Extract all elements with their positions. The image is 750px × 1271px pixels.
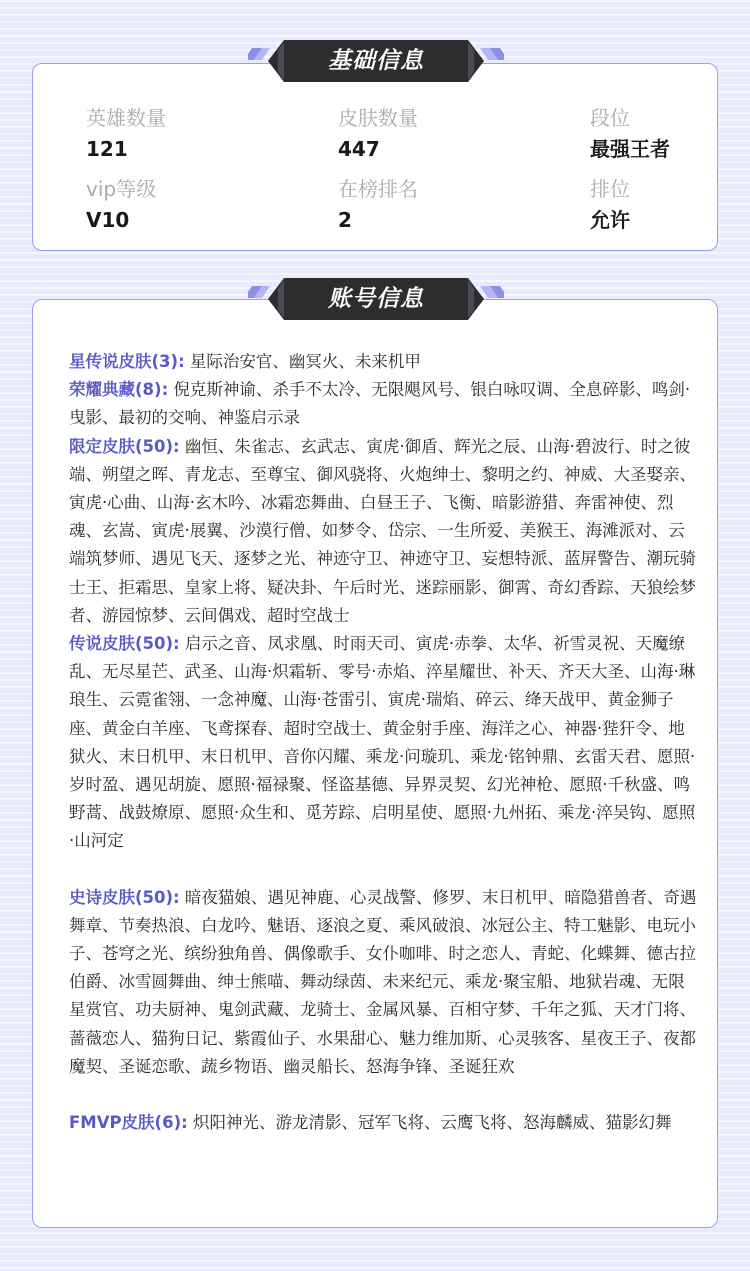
category-items: 暗夜猫娘、遇见神鹿、心灵战警、修罗、末日机甲、暗隐猎兽者、奇遇舞章、节奏热浪、白龙吟、魅语、逐浪之夏、乘风破浪、冰冠公主、特工魅影、电玩小子、苍穹之光、缤纷独角兽、偶像歌手、女仆咖啡、时之恋人、青蛇、化蝶舞、德古拉伯爵、冰雪圆舞曲、绅士熊喵、舞动绿茵、未来纪元、乘龙·聚宝船、地狱岩魂、无限星赏官、功夫厨神、鬼剑武藏、龙骑士、金属风暴、百相守梦、千年之狐、天才门将、蔷薇恋人、猫狗日记、紫霞仙子、水果甜心、魅力维加斯、心灵骇客、星夜王子、夜都魔契、圣诞恋歌、蔬乡物语、幽灵船长、怒海争锋、圣诞狂欢: [69, 887, 697, 1076]
skin-category-fmvp: [69, 1109, 699, 1137]
skin-category-glory-collection: [69, 376, 699, 432]
account-info-banner: [248, 276, 504, 322]
stat-skin-count: [338, 104, 538, 164]
skin-category-epic: [69, 884, 699, 1081]
category-items: 启示之音、凤求凰、时雨天司、寅虎·赤拳、太华、祈雪灵祝、天魔缭乱、无尽星芒、武圣、山海·炽霜斩、零号·赤焰、淬星耀世、补天、齐天大圣、山海·琳琅生、云霓雀翎、一念神魔、山海·苍雷引、寅虎·瑞焰、碎云、绛天战甲、黄金狮子座、黄金白羊座、飞鸢探春、超时空战士、黄金射手座、海洋之心、神器·狴犴令、地狱火、末日机甲、末日机甲、音你闪耀、乘龙·问璇玑、乘龙·铭钟鼎、玄雷天君、愿照·岁时盈、遇见胡旋、愿照·福禄聚、怪盗基德、异界灵契、幻光神枪、愿照·千秋盛、鸣野蒿、战鼓燎原、愿照·众生和、觅芳踪、启明星使、愿照·九州拓、乘龙·淬吴钩、愿照·山河定: [69, 634, 696, 851]
stat-value: 447: [338, 137, 380, 161]
category-label: 史诗皮肤(50):: [69, 887, 180, 907]
category-label: FMVP皮肤(6):: [69, 1113, 188, 1133]
stat-rank-tier: [590, 104, 750, 164]
stat-value: 121: [86, 137, 128, 161]
stat-value: 最强王者: [590, 137, 670, 161]
stat-label: 英雄数量: [86, 106, 166, 130]
account-info-title: 账号信息: [328, 286, 424, 312]
basic-info-card: [32, 63, 718, 251]
category-label: 星传说皮肤(3):: [69, 352, 185, 371]
basic-info-title: 基础信息: [328, 48, 424, 74]
stat-label: 排位: [590, 177, 630, 201]
basic-info-banner: [248, 38, 504, 84]
skin-category-star-legend: [69, 348, 699, 376]
stat-value: 允许: [590, 208, 630, 232]
category-label: 限定皮肤(50):: [69, 436, 180, 456]
skin-category-legend: [69, 630, 699, 856]
category-label: 传说皮肤(50):: [69, 634, 180, 654]
skin-list: [69, 348, 699, 1137]
category-items: 炽阳神光、游龙清影、冠军飞将、云鹰飞将、怒海麟威、猫影幻舞: [192, 1113, 672, 1133]
stat-hero-count: [86, 104, 286, 164]
stat-vip-level: [86, 175, 286, 235]
stat-leaderboard-rank: [338, 175, 538, 235]
category-items: 幽恒、朱雀志、玄武志、寅虎·御盾、辉光之辰、山海·碧波行、时之彼端、朔望之晖、青龙志、至尊宝、御风骁将、火炮绅士、黎明之约、神威、大圣娶亲、寅虎·心曲、山海·玄木吟、冰霜恋舞曲、白昼王子、飞衡、暗影游猎、奔雷神使、烈魂、玄嵩、寅虎·展翼、沙漠行僧、如梦令、岱宗、一生所爱、美猴王、海滩派对、云端筑梦师、遇见飞天、逐梦之光、神迹守卫、神迹守卫、妄想特派、蓝屏警告、潮玩骑士王、拒霜思、皇家上将、疑决卦、午后时光、迷踪丽影、御霄、奇幻香踪、天狼绘梦者、游园惊梦、云间偶戏、超时空战士: [69, 436, 696, 625]
account-info-card: [32, 299, 718, 1228]
stat-label: 皮肤数量: [338, 106, 418, 130]
skin-category-limited: [69, 433, 699, 630]
stat-label: 段位: [590, 106, 630, 130]
category-label: 荣耀典藏(8):: [69, 380, 169, 400]
stat-value: 2: [338, 208, 352, 232]
stat-value: V10: [86, 208, 130, 232]
stat-label: 在榜排名: [338, 177, 418, 201]
stat-ranked-mode: [590, 175, 750, 235]
category-items: 倪克斯神谕、杀手不太冷、无限飓风号、银白咏叹调、全息碎影、鸣剑·曳影、最初的交响、神鉴启示录: [69, 380, 691, 428]
category-items: 星际治安官、幽冥火、未来机甲: [189, 352, 421, 371]
stat-label: vip等级: [86, 177, 157, 201]
